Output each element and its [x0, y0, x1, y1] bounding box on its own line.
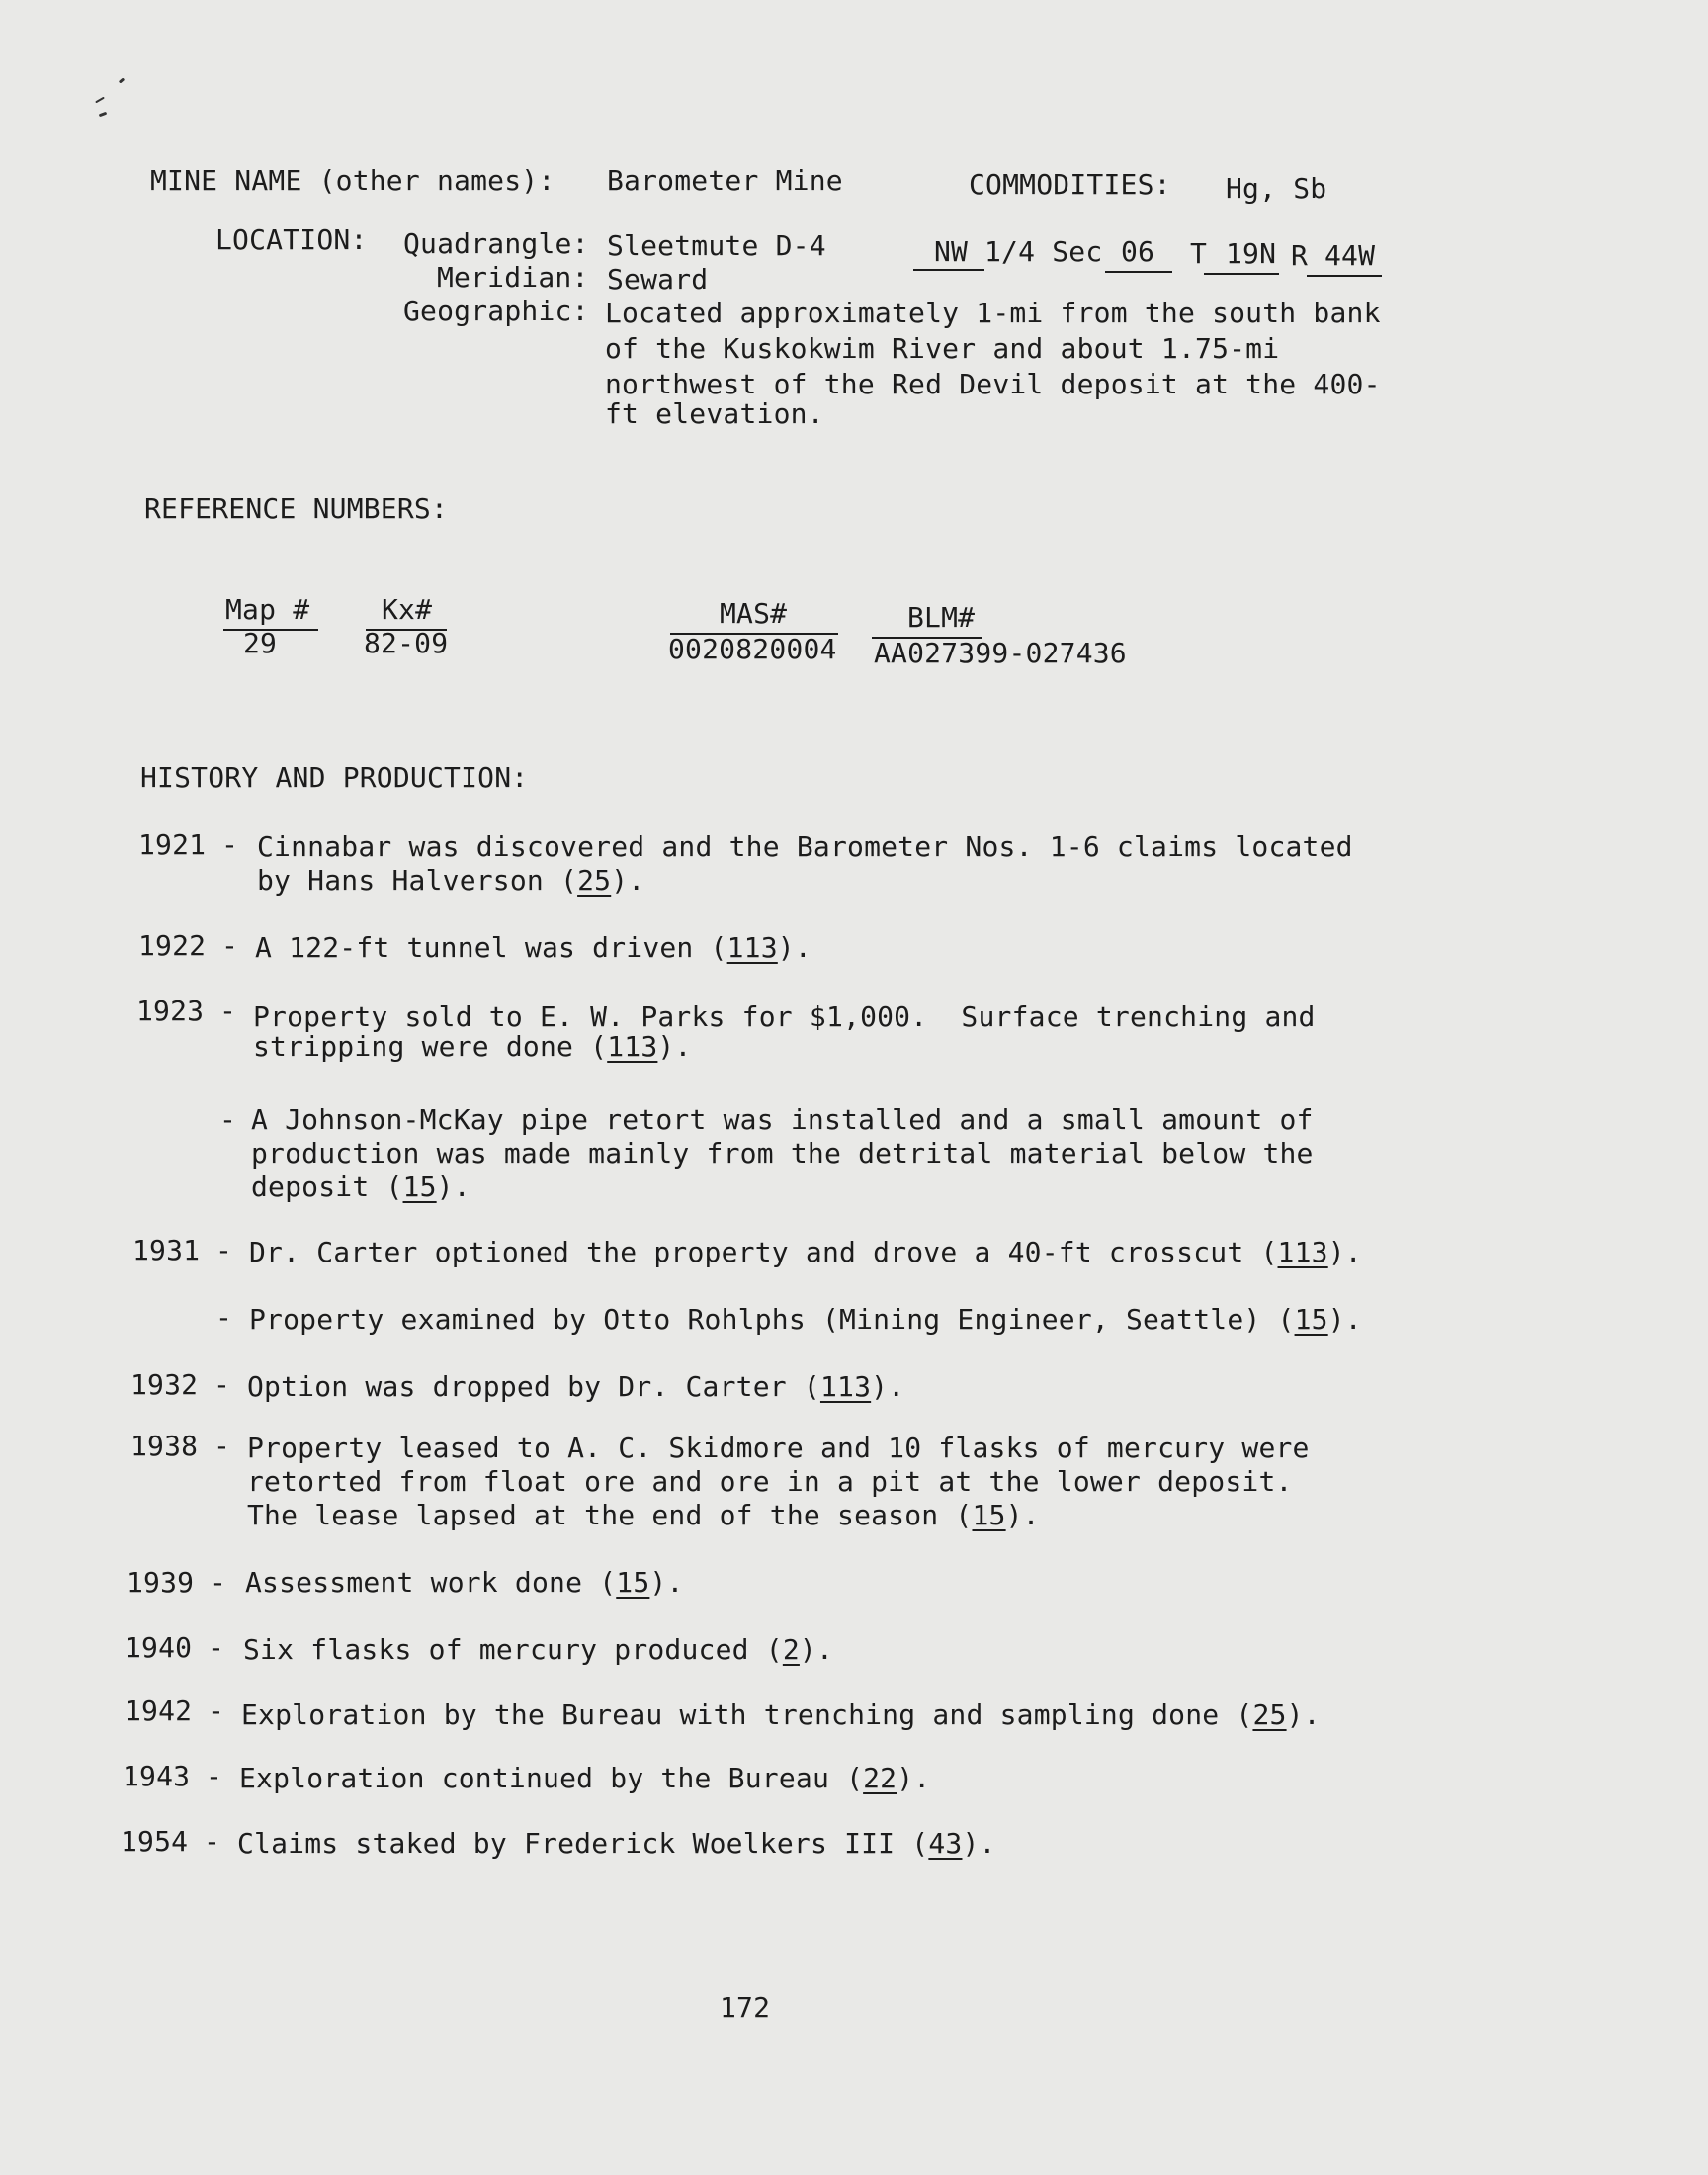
page-number: 172: [720, 1991, 771, 2024]
blm-number-value: AA027399-027436: [874, 637, 1127, 669]
reference-citation: 43: [928, 1827, 963, 1860]
section-value: 06: [1121, 235, 1155, 268]
meridian-label: Meridian:: [437, 261, 589, 294]
reference-citation: 25: [577, 864, 612, 897]
mas-number-header: MAS#: [720, 597, 788, 630]
history-text: Option was dropped by Dr. Carter (113).: [247, 1370, 905, 1403]
history-text: Claims staked by Frederick Woelkers III (43).: [237, 1827, 996, 1860]
history-dash: -: [214, 1430, 231, 1462]
quadrangle-label: Quadrangle:: [403, 227, 589, 260]
history-text: The lease lapsed at the end of the season (15).: [247, 1499, 1040, 1531]
reference-citation: 113: [819, 1370, 872, 1403]
quarter-underline: [913, 269, 984, 271]
mine-name-label: MINE NAME (other names):: [150, 164, 555, 197]
location-label: LOCATION:: [215, 223, 368, 256]
history-dash: -: [208, 1631, 225, 1664]
reference-citation: 113: [1277, 1236, 1328, 1268]
mas-number-value: 0020820004: [668, 633, 837, 665]
quarter-value: NW: [934, 235, 969, 268]
section-underline: [1105, 271, 1172, 273]
history-text: Property sold to E. W. Parks for $1,000. Surface trenching and: [253, 1000, 1316, 1033]
history-year: 1940: [125, 1631, 193, 1664]
reference-citation: 113: [726, 931, 778, 964]
history-text: Exploration by the Bureau with trenching and sampling done (25).: [241, 1698, 1321, 1731]
scan-mark: [119, 77, 126, 83]
reference-citation: 15: [972, 1499, 1006, 1531]
history-dash: -: [206, 1760, 223, 1792]
scan-mark: [99, 112, 108, 118]
reference-citation: 113: [607, 1030, 658, 1063]
history-dash: -: [215, 1301, 233, 1334]
township-label: T: [1190, 237, 1208, 270]
range-value: 44W: [1324, 239, 1376, 272]
reference-numbers-label: REFERENCE NUMBERS:: [144, 492, 449, 525]
scan-mark: [95, 97, 105, 104]
history-text: retorted from float ore and ore in a pit at the lower deposit.: [247, 1465, 1293, 1498]
history-year: 1923: [136, 995, 205, 1027]
reference-citation: 2: [782, 1633, 800, 1666]
history-text: A 122-ft tunnel was driven (113).: [255, 931, 811, 964]
history-year: 1921: [138, 828, 207, 861]
history-dash: -: [221, 828, 239, 861]
geographic-line: ft elevation.: [605, 397, 824, 430]
history-year: 1943: [123, 1760, 191, 1792]
reference-citation: 15: [616, 1566, 650, 1599]
quadrangle-value: Sleetmute D-4: [607, 229, 826, 262]
blm-number-header: BLM#: [907, 601, 976, 634]
history-text: Cinnabar was discovered and the Barometer Nos. 1-6 claims located: [257, 830, 1353, 863]
commodities-label: COMMODITIES:: [969, 168, 1171, 201]
history-dash: -: [215, 1234, 233, 1266]
history-dash: -: [219, 1103, 237, 1136]
kx-number-header: Kx#: [382, 593, 433, 626]
geographic-line: northwest of the Red Devil deposit at the 400-: [605, 368, 1381, 400]
history-text: Assessment work done (15).: [245, 1566, 684, 1599]
history-text: A Johnson-McKay pipe retort was installed and a small amount of: [251, 1103, 1314, 1136]
geographic-label: Geographic:: [403, 295, 589, 327]
history-text: by Hans Halverson (25).: [257, 864, 645, 897]
geographic-line: Located approximately 1-mi from the south bank: [605, 297, 1381, 329]
township-underline: [1204, 273, 1279, 275]
history-year: 1932: [130, 1368, 199, 1401]
history-text: deposit (15).: [251, 1171, 470, 1203]
history-dash: -: [210, 1566, 227, 1599]
map-number-value: 29: [243, 627, 278, 659]
reference-citation: 15: [402, 1171, 437, 1203]
meridian-value: Seward: [607, 263, 709, 296]
commodities-value: Hg, Sb: [1226, 172, 1327, 205]
history-text: production was made mainly from the detrital material below the: [251, 1137, 1314, 1170]
reference-citation: 22: [863, 1762, 897, 1794]
history-year: 1939: [127, 1566, 195, 1599]
mine-name-value: Barometer Mine: [607, 164, 843, 197]
history-year: 1942: [125, 1695, 193, 1727]
range-underline: [1307, 275, 1382, 277]
kx-number-value: 82-09: [364, 627, 449, 659]
map-number-header: Map #: [225, 593, 310, 626]
history-text: Dr. Carter optioned the property and drove a 40-ft crosscut (113).: [249, 1236, 1362, 1268]
history-text: Property leased to A. C. Skidmore and 10 flasks of mercury were: [247, 1432, 1310, 1464]
history-dash: -: [219, 995, 237, 1027]
history-production-label: HISTORY AND PRODUCTION:: [140, 761, 529, 794]
history-text: Property examined by Otto Rohlphs (Mining Engineer, Seattle) (15).: [249, 1303, 1362, 1336]
history-year: 1931: [132, 1234, 201, 1266]
history-dash: -: [214, 1368, 231, 1401]
history-year: 1922: [138, 929, 207, 962]
quarter-suffix: 1/4 Sec: [984, 235, 1103, 268]
history-dash: -: [204, 1825, 221, 1858]
history-text: stripping were done (113).: [253, 1030, 692, 1063]
history-dash: -: [221, 929, 239, 962]
reference-citation: 15: [1294, 1303, 1328, 1336]
history-text: Exploration continued by the Bureau (22).: [239, 1762, 931, 1794]
geographic-line: of the Kuskokwim River and about 1.75-mi: [605, 332, 1280, 365]
range-label: R: [1291, 239, 1309, 272]
township-value: 19N: [1226, 237, 1277, 270]
history-dash: -: [208, 1695, 225, 1727]
history-text: Six flasks of mercury produced (2).: [243, 1633, 834, 1666]
history-year: 1938: [130, 1430, 199, 1462]
history-year: 1954: [121, 1825, 189, 1858]
reference-citation: 25: [1252, 1698, 1287, 1731]
